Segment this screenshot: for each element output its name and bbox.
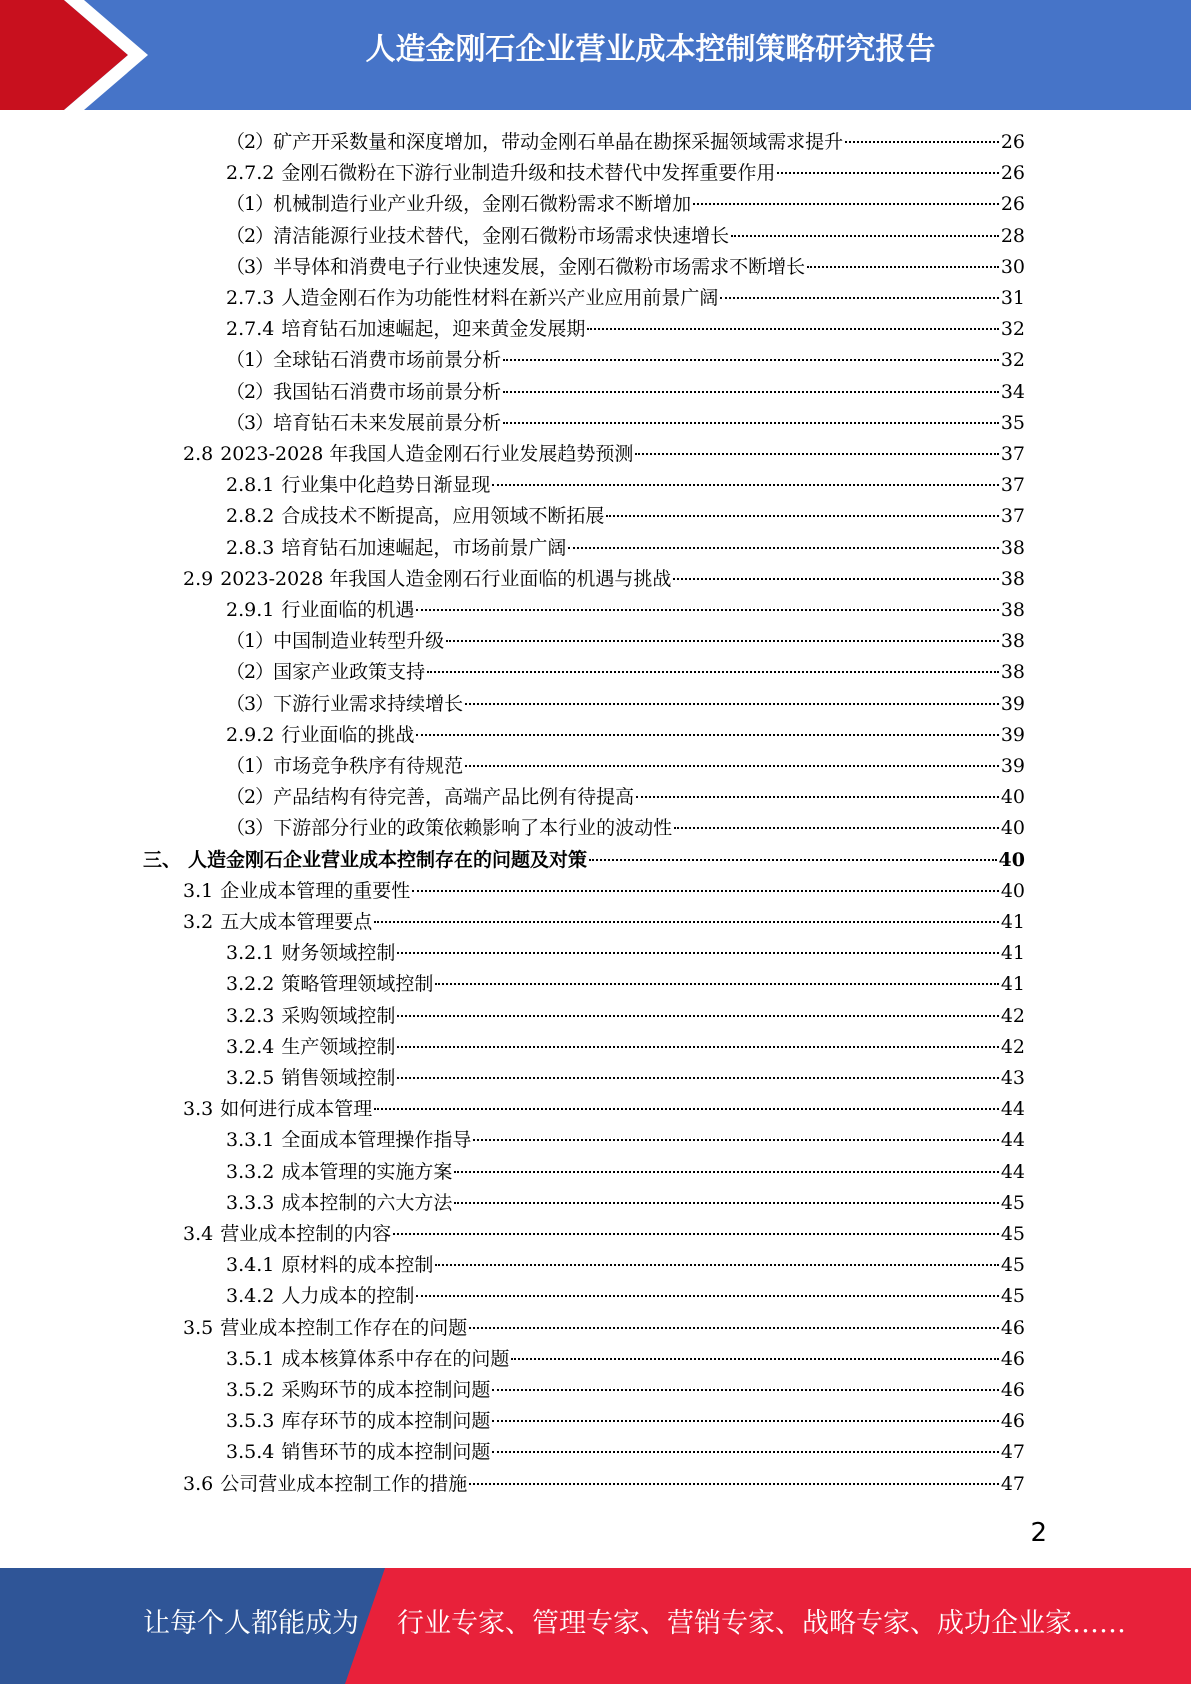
toc-entry[interactable]: [226, 1157, 1025, 1188]
toc-entry-number: 3.3.1: [226, 1129, 275, 1152]
toc-dot-leader: [427, 671, 999, 673]
toc-dot-leader: [416, 1295, 998, 1297]
toc-entry-number: （3）: [226, 817, 274, 840]
toc-entry[interactable]: [226, 158, 1025, 189]
toc-entry[interactable]: [226, 1437, 1025, 1468]
toc-entry-number: 2.7.4: [226, 318, 275, 341]
toc-entry-title: 企业成本管理的重要性: [220, 879, 411, 902]
toc-dot-leader: [374, 921, 999, 923]
toc-entry-page: 40: [998, 848, 1025, 871]
toc-entry-number: 2.7.3: [226, 287, 275, 309]
toc-entry[interactable]: [183, 564, 1025, 595]
toc-dot-leader: [511, 1358, 998, 1360]
toc-entry-page: 40: [1000, 817, 1025, 840]
toc-entry[interactable]: [226, 1281, 1025, 1312]
toc-entry-number: 3.2.4: [226, 1035, 275, 1058]
toc-entry-title: 生产领域控制: [281, 1035, 396, 1058]
toc-entry[interactable]: [226, 720, 1025, 751]
toc-entry-page: 41: [1000, 942, 1025, 965]
toc-entry-page: 40: [1000, 879, 1025, 902]
toc-entry-page: 45: [1000, 1223, 1025, 1245]
toc-dot-leader: [492, 1389, 998, 1391]
toc-entry-title: 财务领域控制: [281, 942, 396, 965]
toc-entry-number: 2.9.2: [226, 723, 275, 746]
toc-entry-title: 2023-2028 年我国人造金刚石行业发展趋势预测: [220, 443, 634, 465]
toc-entry[interactable]: [226, 751, 1025, 782]
toc-entry-title: 行业面临的挑战: [281, 723, 415, 746]
toc-entry-number: （3）: [226, 411, 274, 434]
toc-dot-leader: [446, 640, 999, 642]
toc-entry-page: 44: [1000, 1160, 1025, 1183]
toc-dot-leader: [416, 734, 998, 736]
toc-entry[interactable]: [226, 626, 1025, 657]
toc-entry[interactable]: [226, 1063, 1025, 1094]
toc-dot-leader: [454, 1171, 998, 1173]
toc-entry-title: 人造金刚石企业营业成本控制存在的问题及对策: [188, 848, 588, 871]
toc-dot-leader: [435, 983, 998, 985]
toc-entry[interactable]: [143, 845, 1025, 876]
toc-entry-title: 营业成本控制工作存在的问题: [220, 1316, 468, 1339]
toc-entry-title: 矿产开采数量和深度增加，带动金刚石单晶在勘探采掘领域需求提升: [273, 131, 844, 153]
toc-entry-page: 32: [1000, 349, 1025, 372]
toc-entry-number: （1）: [226, 755, 274, 777]
toc-entry[interactable]: [183, 907, 1025, 938]
toc-entry-page: 43: [1000, 1067, 1025, 1089]
toc-entry-page: 47: [1000, 1441, 1025, 1464]
toc-dot-leader: [777, 172, 998, 174]
toc-entry-number: 2.8: [183, 443, 214, 465]
toc-entry-title: 采购领域控制: [281, 1004, 396, 1027]
toc-entry-number: 3.5.3: [226, 1410, 275, 1433]
toc-entry-number: 3.6: [183, 1472, 214, 1495]
toc-entry-title: 策略管理领域控制: [281, 973, 434, 996]
toc-entry-title: 全面成本管理操作指导: [281, 1129, 472, 1152]
toc-entry-title: 全球钻石消费市场前景分析: [273, 349, 502, 372]
header-red-arrow: [0, 0, 128, 110]
toc-entry-number: 3.3.3: [226, 1191, 275, 1214]
toc-entry-title: 培育钻石未来发展前景分析: [273, 411, 502, 434]
page-number: 2: [1030, 1518, 1047, 1548]
toc-entry-title: 库存环节的成本控制问题: [281, 1410, 491, 1433]
toc-entry-page: 40: [1000, 786, 1025, 809]
toc-entry-title: 产品结构有待完善，高端产品比例有待提高: [273, 786, 635, 809]
toc-dot-leader: [397, 1046, 998, 1048]
toc-entry[interactable]: [226, 252, 1025, 283]
toc-entry-title: 下游部分行业的政策依赖影响了本行业的波动性: [273, 817, 673, 840]
toc-dot-leader: [465, 703, 999, 705]
toc-entry-page: 38: [1000, 536, 1025, 559]
toc-dot-leader: [635, 453, 998, 455]
toc-dot-leader: [693, 203, 999, 205]
report-title: 人造金刚石企业营业成本控制策略研究报告: [365, 32, 936, 67]
toc-entry[interactable]: [226, 938, 1025, 969]
toc-dot-leader: [465, 765, 999, 767]
toc-dot-leader: [673, 578, 998, 580]
toc-entry-number: 3.5.2: [226, 1379, 275, 1401]
toc-dot-leader: [435, 1264, 998, 1266]
toc-dot-leader: [503, 391, 999, 393]
toc-entry-page: 42: [1000, 1004, 1025, 1027]
toc-dot-leader: [393, 1233, 999, 1235]
toc-dot-leader: [731, 235, 999, 237]
toc-entry-page: 26: [1000, 193, 1025, 216]
toc-entry-page: 31: [1000, 287, 1025, 309]
toc-entry-page: 26: [1000, 162, 1025, 185]
toc-entry-title: 采购环节的成本控制问题: [281, 1379, 491, 1401]
toc-entry-title: 半导体和消费电子行业快速发展，金刚石微粉市场需求不断增长: [273, 255, 806, 278]
toc-entry-number: 3.2.2: [226, 973, 275, 996]
toc-entry-title: 下游行业需求持续增长: [273, 692, 464, 715]
toc-entry-title: 销售环节的成本控制问题: [281, 1441, 491, 1464]
toc-dot-leader: [397, 952, 998, 954]
toc-entry[interactable]: [226, 1125, 1025, 1156]
toc-dot-leader: [503, 422, 999, 424]
toc-entry-number: 2.9: [183, 567, 214, 590]
toc-entry-page: 38: [1000, 567, 1025, 590]
toc-entry-page: 37: [1000, 505, 1025, 528]
toc-entry[interactable]: [226, 189, 1025, 220]
toc-dot-leader: [454, 1202, 998, 1204]
toc-dot-leader: [416, 609, 998, 611]
toc-entry-number: 3.4: [183, 1223, 214, 1245]
toc-entry-number: 3.5.4: [226, 1441, 275, 1464]
toc-entry-page: 46: [1000, 1347, 1025, 1370]
toc-entry-title: 机械制造行业产业升级，金刚石微粉需求不断增加: [273, 193, 692, 216]
toc-dot-leader: [469, 1327, 999, 1329]
toc-dot-leader: [503, 359, 999, 361]
toc-entry[interactable]: [226, 283, 1025, 314]
toc-entry[interactable]: [183, 1469, 1025, 1500]
toc-entry-page: 45: [1000, 1285, 1025, 1308]
toc-entry-number: 3.1: [183, 879, 214, 902]
toc-dot-leader: [807, 266, 999, 268]
toc-entry[interactable]: [226, 533, 1025, 564]
toc-entry-title: 国家产业政策支持: [273, 661, 426, 684]
toc-entry[interactable]: [226, 1250, 1025, 1281]
toc-entry-page: 39: [1000, 755, 1025, 777]
toc-entry-page: 46: [1000, 1316, 1025, 1339]
toc-entry-page: 44: [1000, 1098, 1025, 1121]
toc-entry-title: 五大成本管理要点: [220, 911, 373, 933]
toc-entry[interactable]: [226, 969, 1025, 1000]
toc-entry-page: 47: [1000, 1472, 1025, 1495]
toc-entry-page: 32: [1000, 318, 1025, 341]
toc-entry-title: 人力成本的控制: [281, 1285, 415, 1308]
toc-entry[interactable]: [226, 1406, 1025, 1437]
toc-entry-number: 3.4.2: [226, 1285, 275, 1308]
toc-entry-number: （2）: [226, 786, 274, 809]
toc-entry-title: 培育钻石加速崛起，市场前景广阔: [281, 536, 567, 559]
toc-entry-page: 42: [1000, 1035, 1025, 1058]
toc-entry-title: 培育钻石加速崛起，迎来黄金发展期: [281, 318, 586, 341]
toc-entry-page: 38: [1000, 630, 1025, 653]
toc-entry-title: 公司营业成本控制工作的措施: [220, 1472, 468, 1495]
toc-dot-leader: [469, 1483, 999, 1485]
toc-entry-number: （1）: [226, 349, 274, 372]
toc-dot-leader: [589, 859, 997, 861]
toc-entry[interactable]: [226, 689, 1025, 720]
toc-dot-leader: [568, 547, 998, 549]
toc-entry-page: 30: [1000, 255, 1025, 278]
toc-entry-page: 38: [1000, 661, 1025, 684]
toc-entry-page: 34: [1000, 380, 1025, 403]
toc-entry[interactable]: [226, 1188, 1025, 1219]
toc-entry[interactable]: [183, 1313, 1025, 1344]
toc-entry-number: （1）: [226, 630, 274, 653]
toc-entry-page: 41: [1000, 911, 1025, 933]
toc-entry[interactable]: [226, 127, 1025, 158]
toc-entry-page: 37: [1000, 443, 1025, 465]
toc-dot-leader: [587, 328, 998, 330]
toc-entry[interactable]: [226, 782, 1025, 813]
toc-entry-title: 行业集中化趋势日渐显现: [281, 474, 491, 497]
toc-entry-number: 2.9.1: [226, 599, 275, 621]
toc-entry-number: 3.4.1: [226, 1254, 275, 1277]
toc-entry-number: （1）: [226, 193, 274, 216]
toc-entry-title: 成本控制的六大方法: [281, 1191, 453, 1214]
toc-entry-title: 营业成本控制的内容: [220, 1223, 392, 1245]
toc-entry[interactable]: [226, 1032, 1025, 1063]
toc-entry-title: 成本核算体系中存在的问题: [281, 1347, 510, 1370]
toc-entry-title: 合成技术不断提高，应用领域不断拓展: [281, 505, 605, 528]
toc-entry[interactable]: [183, 1219, 1025, 1250]
toc-entry[interactable]: [226, 501, 1025, 532]
toc-entry-number: （2）: [226, 380, 274, 403]
toc-entry-number: 3.3.2: [226, 1160, 275, 1183]
toc-entry-number: 3.2: [183, 911, 214, 933]
toc-entry-title: 2023-2028 年我国人造金刚石行业面临的机遇与挑战: [220, 567, 672, 590]
toc-entry[interactable]: [226, 470, 1025, 501]
toc-entry-number: （2）: [226, 661, 274, 684]
toc-entry-title: 原材料的成本控制: [281, 1254, 434, 1277]
page-header: [0, 0, 1191, 110]
toc-dot-leader: [412, 890, 999, 892]
toc-entry-title: 市场竞争秩序有待规范: [273, 755, 464, 777]
toc-entry-number: 2.8.2: [226, 505, 275, 528]
toc-entry-page: 46: [1000, 1410, 1025, 1433]
toc-dot-leader: [606, 515, 998, 517]
toc-dot-leader: [845, 141, 999, 143]
toc-entry-page: 46: [1000, 1379, 1025, 1401]
toc-entry-number: 3.2.1: [226, 942, 275, 965]
toc-entry[interactable]: [183, 1094, 1025, 1125]
toc-dot-leader: [492, 1420, 998, 1422]
toc-entry-page: 26: [1000, 131, 1025, 153]
toc-entry-page: 39: [1000, 692, 1025, 715]
toc-entry-title: 成本管理的实施方案: [281, 1160, 453, 1183]
toc-entry[interactable]: [226, 1344, 1025, 1375]
toc-entry-title: 销售领域控制: [281, 1067, 396, 1089]
toc-entry-page: 45: [1000, 1254, 1025, 1277]
toc-entry-number: 2.8.1: [226, 474, 275, 497]
toc-entry-number: 2.7.2: [226, 162, 275, 185]
toc-entry-page: 28: [1000, 224, 1025, 247]
toc-dot-leader: [473, 1139, 998, 1141]
toc-dot-leader: [636, 796, 999, 798]
toc-entry-number: （2）: [226, 131, 274, 153]
toc-entry-number: 三、: [143, 848, 182, 871]
toc-entry[interactable]: [226, 657, 1025, 688]
toc-dot-leader: [674, 827, 999, 829]
toc-entry[interactable]: [183, 439, 1025, 470]
toc-entry[interactable]: [226, 377, 1025, 408]
toc-entry-page: 38: [1000, 599, 1025, 621]
toc-entry-page: 41: [1000, 973, 1025, 996]
toc-entry-title: 清洁能源行业技术替代，金刚石微粉市场需求快速增长: [273, 224, 730, 247]
toc-dot-leader: [374, 1108, 999, 1110]
toc-entry-page: 35: [1000, 411, 1025, 434]
toc-entry[interactable]: [226, 1001, 1025, 1032]
toc-entry[interactable]: [226, 408, 1025, 439]
toc-entry-number: 3.5.1: [226, 1347, 275, 1370]
toc-entry-number: （3）: [226, 692, 274, 715]
toc-entry-page: 45: [1000, 1191, 1025, 1214]
toc-entry[interactable]: [226, 221, 1025, 252]
toc-entry[interactable]: [226, 345, 1025, 376]
toc-entry-title: 金刚石微粉在下游行业制造升级和技术替代中发挥重要作用: [281, 162, 776, 185]
toc-entry-number: 2.8.3: [226, 536, 275, 559]
toc-entry-title: 中国制造业转型升级: [273, 630, 445, 653]
footer-slogan-right: 行业专家、管理专家、营销专家、战略专家、成功企业家……: [397, 1608, 1126, 1639]
toc-entry-page: 37: [1000, 474, 1025, 497]
toc-entry-title: 人造金刚石作为功能性材料在新兴产业应用前景广阔: [281, 287, 719, 309]
toc-dot-leader: [492, 1451, 998, 1453]
toc-entry-title: 行业面临的机遇: [281, 599, 415, 621]
toc-entry-number: （3）: [226, 255, 274, 278]
toc-dot-leader: [397, 1015, 998, 1017]
toc-dot-leader: [720, 297, 998, 299]
toc-entry-number: 3.2.5: [226, 1067, 275, 1089]
toc-entry[interactable]: [226, 595, 1025, 626]
toc-entry-number: （2）: [226, 224, 274, 247]
toc-entry[interactable]: [226, 1375, 1025, 1406]
toc-entry-title: 如何进行成本管理: [220, 1098, 373, 1121]
toc-entry[interactable]: [226, 813, 1025, 844]
toc-entry-page: 44: [1000, 1129, 1025, 1152]
toc-entry[interactable]: [183, 876, 1025, 907]
toc-entry-number: 3.3: [183, 1098, 214, 1121]
toc-entry-number: 3.5: [183, 1316, 214, 1339]
toc-dot-leader: [492, 484, 998, 486]
footer-slogan-left: 让每个人都能成为: [143, 1608, 359, 1639]
page-footer: [0, 1568, 1191, 1684]
toc-dot-leader: [397, 1077, 998, 1079]
toc-entry[interactable]: [226, 314, 1025, 345]
toc-entry-page: 39: [1000, 723, 1025, 746]
toc-entry-number: 3.2.3: [226, 1004, 275, 1027]
toc-entry-title: 我国钻石消费市场前景分析: [273, 380, 502, 403]
